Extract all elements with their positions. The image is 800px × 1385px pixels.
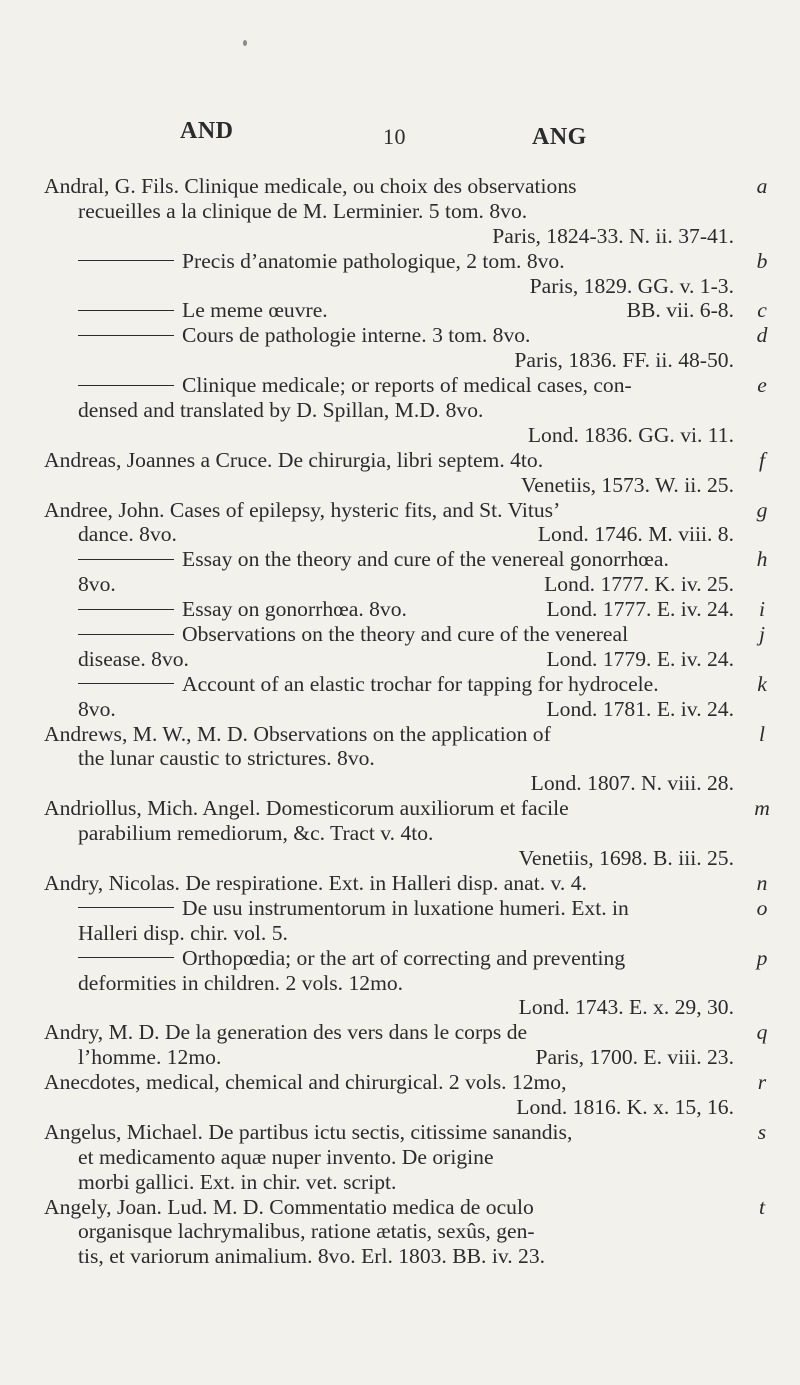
entry-text: Essay on the theory and cure of the venereal gonorrhœa. [182,547,669,572]
catalog-entry-line [44,1170,770,1195]
catalog-entry-line [44,1095,770,1120]
ditto-rule [78,957,174,958]
catalog-entry-line [44,746,770,771]
entry-text: the lunar caustic to strictures. 8vo. [78,746,375,771]
entry-text: Andree, John. Cases of epilepsy, hysteric fits, and St. Vitus’ [44,497,561,522]
entry-imprint: Paris, 1824-33. N. ii. 37-41. [492,223,734,248]
entry-key: l [759,721,765,746]
entry-imprint: Lond. 1743. E. x. 29, 30. [518,995,734,1020]
entry-text: Andry, Nicolas. De respiratione. Ext. in Halleri disp. anat. v. 4. [44,870,587,895]
catalog-entry-line [44,1020,770,1045]
entry-text: Andrews, M. W., M. D. Observations on the application of [44,721,551,746]
entry-key: q [756,1020,768,1045]
entry-key: t [759,1194,765,1219]
entry-key: k [757,671,767,696]
catalog-entry-line [44,274,770,299]
ditto-rule [78,634,174,635]
entry-text: Clinique medicale; or reports of medical cases, con- [182,373,632,398]
entry-imprint: Paris, 1700. E. viii. 23. [535,1045,734,1070]
catalog-entry-line [44,1145,770,1170]
ditto-rule [78,385,174,386]
catalog-entry-line [44,224,770,249]
entry-text: Anecdotes, medical, chemical and chirurgical. 2 vols. 12mo, [44,1070,567,1095]
entry-key: h [756,547,768,572]
entry-imprint: Paris, 1836. FF. ii. 48-50. [514,348,734,373]
ditto-rule [78,335,174,336]
entry-imprint: Paris, 1829. GG. v. 1-3. [529,273,734,298]
entry-key: e [757,373,767,398]
entry-imprint: Lond. 1777. E. iv. 24. [546,597,734,622]
catalog-entry-line [44,697,770,722]
catalog-entry-line [44,498,770,523]
entry-imprint: Lond. 1816. K. x. 15, 16. [516,1094,734,1119]
catalog-entry-line [44,846,770,871]
entry-text: Precis d’anatomie pathologique, 2 tom. 8vo. [182,248,565,273]
catalog-entry-line [44,547,770,572]
running-head [0,112,800,152]
catalog-entry-line [44,995,770,1020]
entry-key: n [756,870,768,895]
entry-key: c [757,298,767,323]
entry-text: Observations on the theory and cure of the venereal [182,622,629,647]
catalog-entry-line [44,672,770,697]
catalog-entry-line [44,348,770,373]
catalog-entry-line [44,796,770,821]
entry-imprint: Lond. 1836. GG. vi. 11. [527,422,734,447]
entry-key: j [759,622,765,647]
entry-key: f [759,447,765,472]
catalog-entry-line [44,597,770,622]
entry-key: m [754,796,770,821]
ditto-rule [78,683,174,684]
catalog-entry-line [44,896,770,921]
entry-text: organisque lachrymalibus, ratione ætatis, sexûs, gen- [78,1219,535,1244]
catalog-entry-line [44,821,770,846]
catalog-entry-line [44,647,770,672]
entry-text: dance. 8vo. [78,522,177,547]
entry-imprint: Lond. 1746. M. viii. 8. [537,522,734,547]
entry-imprint: Venetiis, 1698. B. iii. 25. [518,846,734,871]
catalog-entry-line [44,373,770,398]
entry-imprint: Lond. 1807. N. viii. 28. [530,771,734,796]
entry-text: Orthopœdia; or the art of correcting and preventing [182,945,626,970]
entry-text: tis, et variorum animalium. 8vo. Erl. 1803. BB. iv. 23. [78,1244,546,1269]
catalog-entry-line [44,1070,770,1095]
entry-key: p [756,945,768,970]
entry-text: disease. 8vo. [78,646,189,671]
entry-imprint: Lond. 1777. K. iv. 25. [544,572,734,597]
catalog-entry-line [44,323,770,348]
entry-text: morbi gallici. Ext. in chir. vet. script. [78,1169,397,1194]
ditto-rule [78,310,174,311]
entry-imprint: Venetiis, 1573. W. ii. 25. [521,472,734,497]
catalog-entry-line [44,1195,770,1220]
entry-text: Andral, G. Fils. Clinique medicale, ou choix des observations [44,174,577,198]
ditto-rule [78,609,174,610]
catalog-entry-line [44,448,770,473]
entry-text: Andreas, Joannes a Cruce. De chirurgia, libri septem. 4to. [44,447,544,472]
ditto-rule [78,907,174,908]
entry-key: s [757,1119,767,1144]
catalog-entry-line [44,1219,770,1244]
running-head-right: ANG [532,124,587,150]
catalog-entry-line [44,522,770,547]
entry-imprint: BB. vii. 6-8. [626,298,734,323]
catalog-entry-line [44,971,770,996]
catalog-entry-line [44,622,770,647]
entry-key: d [756,323,768,348]
entry-text: Andriollus, Mich. Angel. Domesticorum auxiliorum et facile [44,796,569,821]
entry-imprint: Lond. 1781. E. iv. 24. [546,696,734,721]
entry-text: parabilium remediorum, &c. Tract v. 4to. [78,821,434,846]
entry-key: o [756,895,768,920]
entry-text: recueilles a la clinique de M. Lerminier. 5 tom. 8vo. [78,198,528,223]
catalog-entry-line [44,572,770,597]
entry-text: et medicamento aquæ nuper invento. De origine [78,1144,494,1169]
catalog-entry-line [44,1120,770,1145]
catalog-entry-line [44,423,770,448]
catalog-entry-line [44,199,770,224]
entry-text: Account of an elastic trochar for tapping for hydrocele. [182,671,659,696]
entry-text: Halleri disp. chir. vol. 5. [78,920,288,945]
catalog-entry-line [44,946,770,971]
entry-text: Andry, M. D. De la generation des vers dans le corps de [44,1020,528,1045]
entry-text: densed and translated by D. Spillan, M.D. 8vo. [78,398,484,423]
entry-text: Cours de pathologie interne. 3 tom. 8vo. [182,323,531,348]
catalog-entry-line [44,298,770,323]
catalog-entry-line [44,473,770,498]
entry-text: Le meme œuvre. [182,298,328,323]
entry-text: Angely, Joan. Lud. M. D. Commentatio medica de oculo [44,1194,534,1219]
entry-text: Angelus, Michael. De partibus ictu sectis, citissime sanandis, [44,1119,573,1144]
entry-key: g [756,497,768,522]
entry-text: 8vo. [78,572,116,597]
entry-key: a [756,174,768,198]
ditto-rule [78,559,174,560]
entry-key: r [757,1070,767,1095]
running-head-left: AND [180,118,234,144]
entry-text: De usu instrumentorum in luxatione humeri. Ext. in [182,895,629,920]
ink-speck [243,40,247,46]
entry-text: Essay on gonorrhœa. 8vo. [182,597,407,622]
catalog-entry-line [44,398,770,423]
entry-text: 8vo. [78,696,116,721]
catalog-entry-line [44,249,770,274]
catalog-entry-line [44,871,770,896]
ditto-rule [78,260,174,261]
catalog-entry-line [44,1045,770,1070]
entry-text: l’homme. 12mo. [78,1045,222,1070]
entry-key: i [759,597,765,622]
catalog-entry-line [44,722,770,747]
catalog-entry-line [44,921,770,946]
entry-imprint: Lond. 1779. E. iv. 24. [546,646,734,671]
page-number: 10 [383,124,406,149]
catalog-entries [44,174,770,1269]
catalog-entry-line [44,174,770,199]
entry-text: deformities in children. 2 vols. 12mo. [78,970,404,995]
catalog-entry-line [44,771,770,796]
entry-key: b [756,248,768,273]
catalog-entry-line [44,1244,770,1269]
